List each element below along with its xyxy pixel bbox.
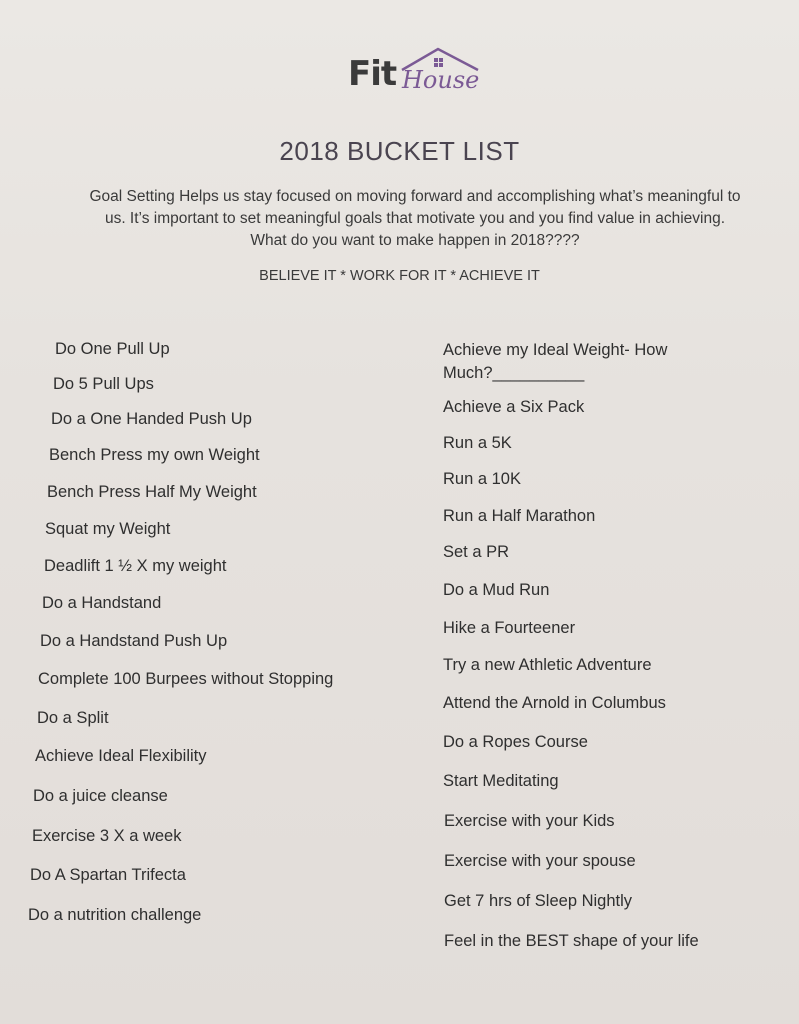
list-item: Do One Pull Up [55, 340, 170, 358]
fithouse-logo [348, 46, 488, 96]
list-item: Complete 100 Burpees without Stopping [38, 670, 334, 688]
list-item: Squat my Weight [45, 520, 171, 538]
logo-text-fit: Fit [348, 54, 397, 94]
list-item: Run a Half Marathon [443, 507, 596, 525]
intro-line-3: What do you want to make happen in 2018???? [250, 232, 580, 249]
list-item: Try a new Athletic Adventure [443, 656, 652, 674]
list-item: Do A Spartan Trifecta [30, 866, 186, 884]
list-item: Hike a Fourteener [443, 619, 576, 637]
page-title: 2018 BUCKET LIST [279, 136, 520, 166]
intro-paragraph [50, 186, 780, 252]
list-item: Run a 10K [443, 470, 521, 488]
list-item: Do a nutrition challenge [28, 906, 202, 924]
list-item: Get 7 hrs of Sleep Nightly [444, 892, 633, 910]
list-item: Bench Press my own Weight [49, 446, 260, 464]
list-item: Do a Mud Run [443, 581, 550, 599]
list-item: Do 5 Pull Ups [53, 375, 154, 393]
logo-text-house: House [402, 66, 480, 94]
list-item: Do a Split [37, 709, 109, 727]
list-item: Exercise with your spouse [444, 852, 636, 870]
list-item: Achieve my Ideal Weight- How Much?__________ [443, 341, 668, 382]
list-item: Run a 5K [443, 434, 512, 452]
intro-line-1: Goal Setting Helps us stay focused on moving forward and accomplishing what’s meaningful to [89, 188, 741, 205]
list-item: Bench Press Half My Weight [47, 483, 257, 501]
list-item: Do a Ropes Course [443, 733, 588, 751]
intro-line-2: us. It’s important to set meaningful goals that motivate you and you find value in achieving. [104, 210, 726, 227]
list-item: Do a Handstand Push Up [40, 632, 228, 650]
motto: BELIEVE IT * WORK FOR IT * ACHIEVE IT [259, 268, 540, 284]
list-item: Attend the Arnold in Columbus [443, 694, 666, 712]
list-item: Achieve a Six Pack [443, 398, 585, 416]
list-item: Do a Handstand [42, 594, 162, 612]
list-item: Deadlift 1 ½ X my weight [44, 557, 227, 575]
list-item: Do a One Handed Push Up [51, 410, 252, 428]
list-item: Set a PR [443, 543, 510, 561]
list-item: Exercise with your Kids [444, 812, 615, 830]
list-item: Do a juice cleanse [33, 787, 168, 805]
list-item: Exercise 3 X a week [32, 827, 182, 845]
list-item: Start Meditating [443, 772, 559, 790]
list-item: Feel in the BEST shape of your life [444, 932, 699, 950]
list-item: Achieve Ideal Flexibility [35, 747, 207, 765]
